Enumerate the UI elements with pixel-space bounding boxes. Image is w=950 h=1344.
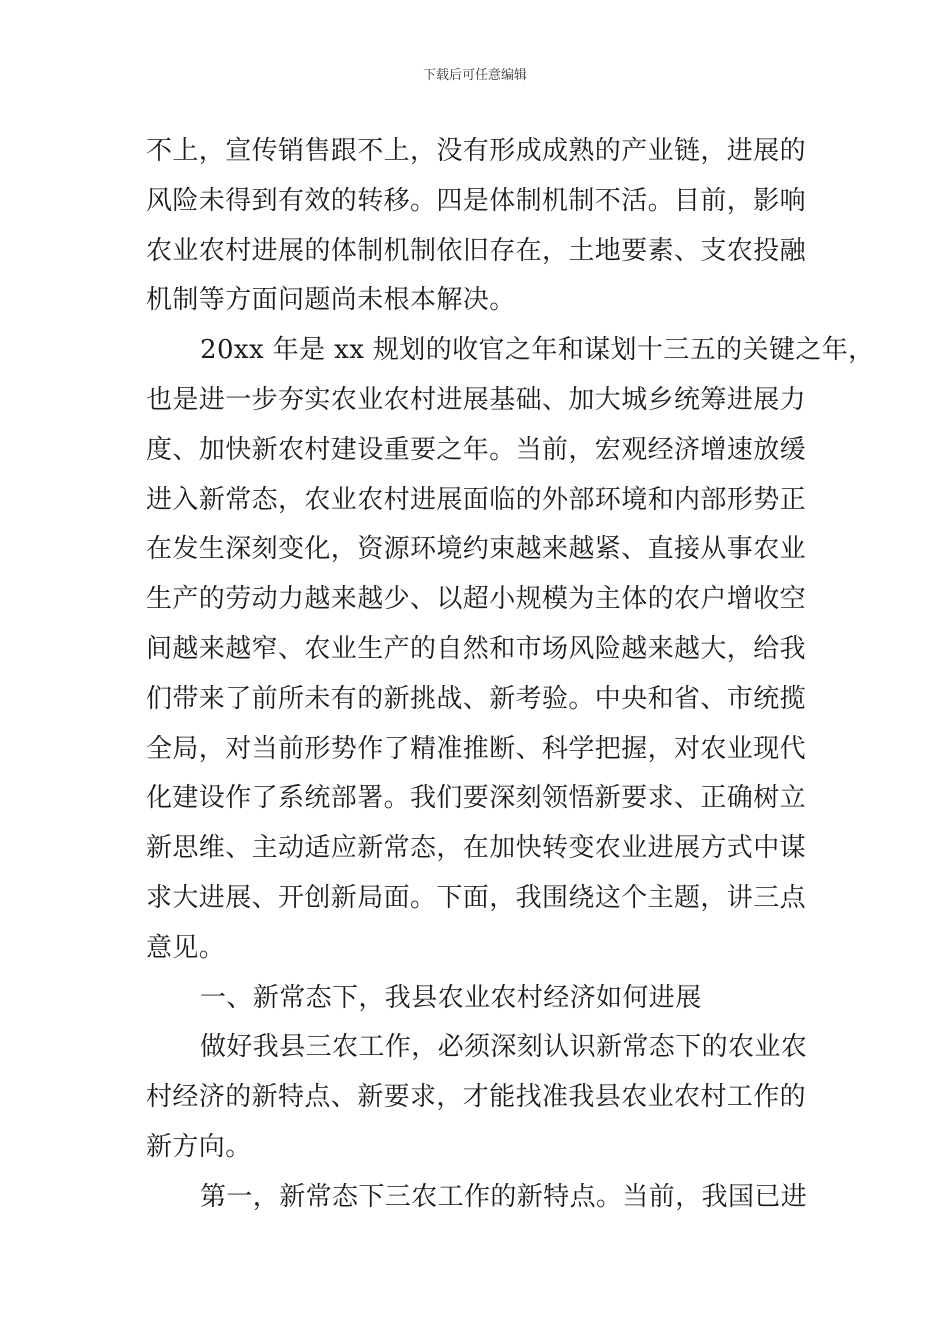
text-line: 进入新常态，农业农村进展面临的外部环境和内部形势正 — [146, 484, 807, 515]
text-line: 不上，宣传销售跟不上，没有形成成熟的产业链，进展的 — [146, 136, 807, 166]
text-line: 意见。 — [146, 932, 226, 963]
paragraph-start-line: 做好我县三农工作，必须深刻认识新常态下的农业农 — [200, 1032, 808, 1063]
text-line: 在发生深刻变化，资源环境约束越来越紧、直接从事农业 — [146, 534, 807, 565]
page-header: 下载后可任意编辑 — [422, 68, 527, 83]
text-line: 求大进展、开创新局面。下面，我围绕这个主题，讲三点 — [146, 882, 807, 913]
section-heading: 一、新常态下，我县农业农村经济如何进展 — [200, 982, 702, 1013]
text-line: 生产的劳动力越来越少、以超小规模为主体的农户增收空 — [146, 584, 807, 615]
text-line: 度、加快新农村建设重要之年。当前，宏观经济增速放缓 — [146, 434, 807, 465]
text-line: 全局，对当前形势作了精准推断、科学把握，对农业现代 — [146, 733, 807, 764]
text-line: 们带来了前所未有的新挑战、新考验。中央和省、市统揽 — [146, 683, 807, 714]
paragraph-start-line: 20xx 年是 xx 规划的收官之年和谋划十三五的关键之年， — [200, 335, 875, 366]
text-line: 机制等方面问题尚未根本解决。 — [146, 285, 516, 316]
text-line: 新思维、主动适应新常态，在加快转变农业进展方式中谋 — [146, 833, 807, 864]
text-line: 风险未得到有效的转移。四是体制机制不活。目前，影响 — [146, 185, 807, 216]
text-line: 化建设作了系统部署。我们要深刻领悟新要求、正确树立 — [146, 783, 807, 814]
text-line: 村经济的新特点、新要求，才能找准我县农业农村工作的 — [146, 1082, 807, 1113]
text-line: 新方向。 — [146, 1131, 252, 1162]
text-line: 也是进一步夯实农业农村进展基础、加大城乡统筹进展力 — [146, 384, 807, 415]
paragraph-start-line: 第一，新常态下三农工作的新特点。当前，我国已进 — [200, 1181, 808, 1212]
text-line: 农业农村进展的体制机制依旧存在，土地要素、支农投融 — [146, 235, 807, 266]
body-text — [146, 127, 875, 1223]
text-line: 间越来越窄、农业生产的自然和市场风险越来越大，给我 — [146, 633, 807, 664]
